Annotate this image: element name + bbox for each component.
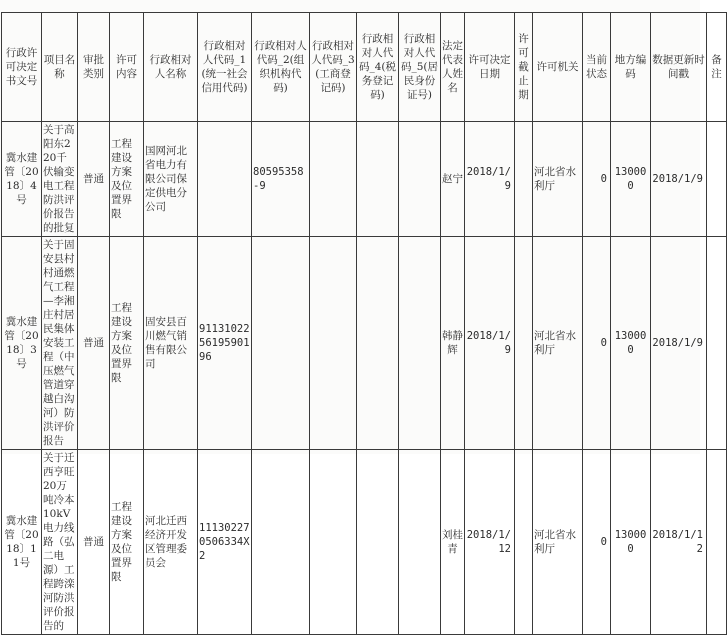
tax-code-cell [357, 122, 399, 237]
status-cell: 0 [583, 450, 611, 635]
header-cell: 许可决定日期 [465, 13, 515, 122]
header-cell: 行政相对人代码_5(居民身份证号) [399, 13, 441, 122]
header-cell: 许可截止期 [515, 13, 533, 122]
header-cell: 行政相对人名称 [144, 13, 198, 122]
update-time-cell: 2018/1/12 [651, 450, 707, 635]
deadline-cell [515, 450, 533, 635]
doc-number-cell: 冀水建管〔2018〕4号 [2, 122, 42, 237]
org-code-cell: 80595358-9 [252, 122, 310, 237]
note-cell [707, 122, 727, 237]
header-cell: 地方编码 [611, 13, 651, 122]
decision-date-cell: 2018/1/12 [465, 450, 515, 635]
header-cell: 数据更新时间戳 [651, 13, 707, 122]
table-row [2, 122, 727, 237]
doc-number-cell: 冀水建管〔2018〕11号 [2, 450, 42, 635]
header-cell: 当前状态 [583, 13, 611, 122]
id-number-cell [399, 122, 441, 237]
credit-code-cell: 111302270506334X2 [198, 450, 252, 635]
legal-rep-cell: 赵宁 [441, 122, 465, 237]
category-cell: 普通 [78, 237, 110, 450]
permit-content-cell: 工程建设方案及位置界限 [110, 122, 144, 237]
note-cell [707, 450, 727, 635]
project-name-cell: 关于迁西亨旺20万吨冷本10kV电力线路（弘二电源）工程跨滦河防洪评价报告的 [42, 450, 78, 635]
status-cell: 0 [583, 237, 611, 450]
business-code-cell [310, 122, 357, 237]
party-name-cell: 河北迁西经济开发区管理委员会 [144, 450, 198, 635]
header-cell: 行政相对人代码_4(税务登记码) [357, 13, 399, 122]
authority-cell: 河北省水利厅 [533, 122, 583, 237]
tax-code-cell [357, 450, 399, 635]
header-cell: 许可内容 [110, 13, 144, 122]
authority-cell: 河北省水利厅 [533, 237, 583, 450]
region-code-cell: 130000 [611, 237, 651, 450]
header-cell: 法定代表人姓名 [441, 13, 465, 122]
authority-cell: 河北省水利厅 [533, 450, 583, 635]
deadline-cell [515, 122, 533, 237]
header-cell: 行政许可决定书文号 [2, 13, 42, 122]
header-cell: 行政相对人代码_1(统一社会信用代码) [198, 13, 252, 122]
header-cell: 项目名称 [42, 13, 78, 122]
id-number-cell [399, 450, 441, 635]
party-name-cell: 固安县百川燃气销售有限公司 [144, 237, 198, 450]
note-cell [707, 237, 727, 450]
org-code-cell [252, 237, 310, 450]
doc-number-cell: 冀水建管〔2018〕3号 [2, 237, 42, 450]
header-cell: 审批类别 [78, 13, 110, 122]
legal-rep-cell: 刘桂青 [441, 450, 465, 635]
decision-date-cell: 2018/1/9 [465, 122, 515, 237]
deadline-cell [515, 237, 533, 450]
header-cell: 行政相对人代码_2(组织机构代码) [252, 13, 310, 122]
table-row [2, 237, 727, 450]
table-row [2, 450, 727, 635]
permit-table [1, 12, 727, 635]
permit-content-cell: 工程建设方案及位置界限 [110, 450, 144, 635]
id-number-cell [399, 237, 441, 450]
project-name-cell: 关于固安县村村通燃气工程—李湘庄村居民集体安装工程（中压燃气管道穿越白沟河）防洪评价报告 [42, 237, 78, 450]
business-code-cell [310, 450, 357, 635]
status-cell: 0 [583, 122, 611, 237]
header-cell: 许可机关 [533, 13, 583, 122]
update-time-cell: 2018/1/9 [651, 237, 707, 450]
credit-code-cell [198, 122, 252, 237]
business-code-cell [310, 237, 357, 450]
header-row [2, 13, 727, 122]
org-code-cell [252, 450, 310, 635]
update-time-cell: 2018/1/9 [651, 122, 707, 237]
permit-content-cell: 工程建设方案及位置界限 [110, 237, 144, 450]
header-cell: 备注 [707, 13, 727, 122]
party-name-cell: 国网河北省电力有限公司保定供电分公司 [144, 122, 198, 237]
header-cell: 行政相对人代码_3(工商登记码) [310, 13, 357, 122]
region-code-cell: 130000 [611, 122, 651, 237]
category-cell: 普通 [78, 122, 110, 237]
legal-rep-cell: 韩静辉 [441, 237, 465, 450]
credit-code-cell: 911310225619590196 [198, 237, 252, 450]
project-name-cell: 关于高阳东220千伏输变电工程防洪评价报告的批复 [42, 122, 78, 237]
category-cell: 普通 [78, 450, 110, 635]
tax-code-cell [357, 237, 399, 450]
region-code-cell: 130000 [611, 450, 651, 635]
decision-date-cell: 2018/1/9 [465, 237, 515, 450]
